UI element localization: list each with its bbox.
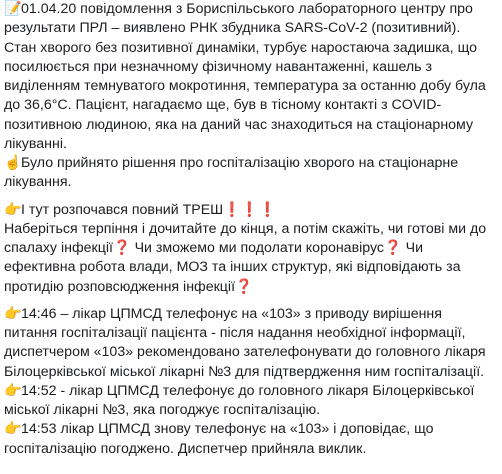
lab-result-text: 01.04.20 повідомлення з Бориспільського лабораторного центру про результати ПРЛ – виявлено РНК збудника SARS-CoV-2 (позитивний). Стан хворого без позитивної динаміки, турбує наростаюча задишка, що посилюється при незначному фізичному навантаженні, кашель з виділенням темнуватого мокротиння, температура за останню добу була до 36,6°С. Пацієнт, нагадаємо ще, був в тісному контакті з COVID-позитивною людиною, яка на даний час знаходиться на стаціонарному лікуванні. [4, 1, 486, 152]
question-mark-icon: ❓ [235, 278, 253, 295]
questions-text-3: Чи ефективна робота влади, МОЗ та інших структур, які відповідають за протидію розповсюдження інфекції [4, 240, 461, 295]
paragraph-lab-result [4, 0, 494, 154]
paragraph-1453 [4, 420, 494, 459]
paragraph-decision [4, 154, 494, 193]
pointing-hand-icon: 👉 [4, 421, 22, 438]
timeline-1453-text: 14:53 лікар ЦПМСД знову телефонує на «103» і доповідає, що госпіталізацію погоджено. Диспетчер прийняла виклик. [4, 421, 434, 457]
questions-text-2: Чи зможемо ми подолати коронавірус [130, 240, 385, 256]
questions-text-1: Наберіться терпіння і дочитайте до кінця, а потім скажіть, чи готові ми до спалаху інфекції [4, 220, 487, 256]
question-mark-icon: ❓ [384, 240, 402, 256]
spacer [4, 297, 494, 305]
pointing-hand-icon: 👉 [4, 201, 22, 218]
paragraph-1446 [4, 305, 494, 382]
question-mark-icon: ❓ [112, 240, 131, 256]
paragraph-questions [4, 220, 494, 297]
pointing-hand-icon: 👉 [4, 382, 22, 399]
spacer [4, 193, 494, 201]
decision-text: Було прийнято рішення про госпіталізацію хворого на стаціонарне лікування. [4, 155, 459, 191]
paragraph-1452 [4, 382, 494, 421]
exclamation-icons: ❗❗❗ [223, 201, 277, 218]
pointing-hand-icon: 👉 [4, 305, 22, 322]
memo-icon: 📝 [4, 1, 22, 17]
trash-heading: І тут розпочався повний ТРЕШ [21, 201, 224, 218]
timeline-1446-text: 14:46 – лікар ЦПМСД телефонує на «103» з приводу вирішення питання госпіталізації пацієнта - після надання необхідної інформації, диспетчером «103» рекомендовано зателефонувати до головного лікаря Білоцерківської міської лікарні №3 для підтвердження ним госпіталізації. [4, 305, 486, 380]
timeline-1452-text: 14:52 - лікар ЦПМСД телефонує до головного лікаря Білоцерківської міської лікарні №3, яка погоджує госпіталізацію. [4, 382, 475, 418]
paragraph-trash [4, 201, 494, 220]
pointing-up-icon: ☝ [4, 155, 22, 171]
